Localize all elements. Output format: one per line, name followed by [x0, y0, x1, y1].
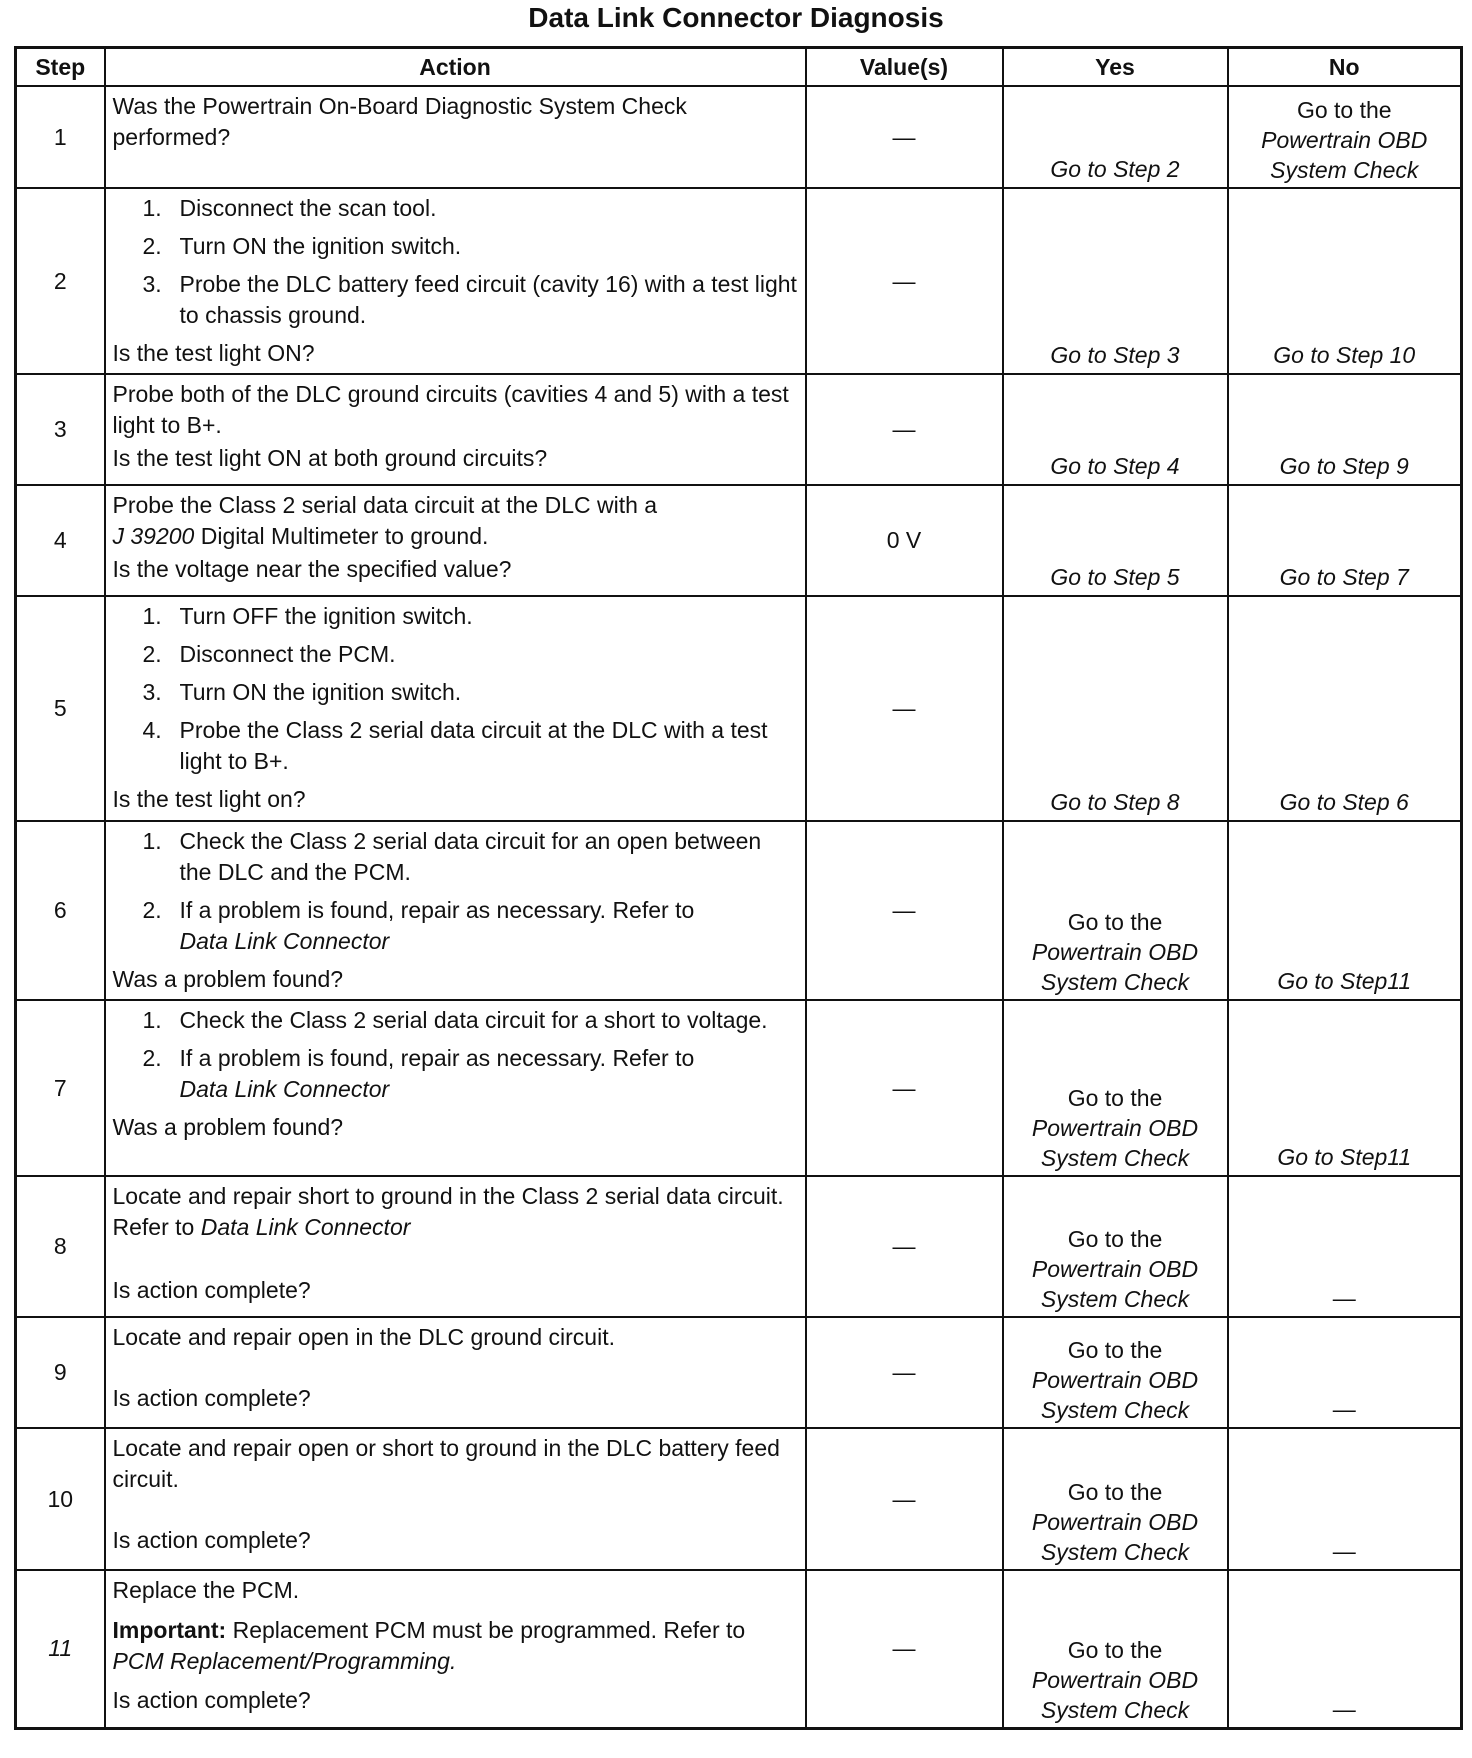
value-cell: —	[806, 596, 1003, 821]
value-cell: —	[806, 374, 1003, 485]
powertrain-obd-text: Powertrain OBD	[1031, 1367, 1199, 1393]
value-cell: 0 V	[806, 485, 1003, 596]
step-number: 6	[16, 821, 105, 1000]
important-label: Important:	[112, 1617, 227, 1643]
action-list-item: 2. Turn ON the ignition switch.	[142, 233, 462, 259]
step-number: 8	[16, 1176, 105, 1317]
action-cell	[105, 1176, 806, 1317]
step-number: 2	[16, 188, 105, 374]
reference-link: Data Link Connector	[200, 1214, 411, 1240]
action-cell	[105, 1000, 806, 1176]
header-step: Step	[16, 48, 105, 87]
table-row	[16, 188, 1462, 374]
action-question: Is the test light on?	[112, 786, 306, 812]
header-no: No	[1228, 48, 1462, 87]
step-number: 1	[16, 86, 105, 188]
system-check-text: System Check	[1040, 1145, 1190, 1171]
powertrain-obd-text: Powertrain OBD	[1031, 1256, 1199, 1282]
no-cell: —	[1228, 1570, 1462, 1728]
value-cell: —	[806, 1317, 1003, 1428]
action-text: Locate and repair open in the DLC ground circuit.	[112, 1324, 615, 1350]
action-cell	[105, 374, 806, 485]
go-to-the-text: Go to the	[1296, 97, 1392, 123]
yes-cell	[1003, 1176, 1228, 1317]
yes-cell	[1003, 821, 1228, 1000]
step-number: 9	[16, 1317, 105, 1428]
table-row	[16, 374, 1462, 485]
system-check-text: System Check	[1040, 1286, 1190, 1312]
action-cell	[105, 188, 806, 374]
powertrain-obd-text: Powertrain OBD	[1031, 1666, 1199, 1693]
action-list-item: 1. Turn OFF the ignition switch.	[142, 603, 473, 629]
action-list-item: 1. Disconnect the scan tool.	[142, 195, 437, 221]
action-cell	[105, 821, 806, 1000]
action-text: Digital Multimeter to ground.	[200, 523, 489, 549]
action-list-item: 3. Turn ON the ignition switch.	[142, 679, 462, 705]
action-cell	[105, 1428, 806, 1570]
page-title: Data Link Connector Diagnosis	[528, 2, 944, 33]
powertrain-obd-text: Powertrain OBD	[1031, 1115, 1199, 1141]
table-row	[16, 485, 1462, 596]
table-row	[16, 1428, 1462, 1570]
step-number: 5	[16, 596, 105, 821]
action-list-item: 1. Check the Class 2 serial data circuit for an open between the DLC and the PCM.	[142, 828, 762, 885]
yes-cell	[1003, 1570, 1228, 1728]
no-cell: Go to Step11	[1228, 1000, 1462, 1176]
action-text: Locate and repair open or short to ground in the DLC battery feed circuit.	[112, 1435, 780, 1492]
no-cell: —	[1228, 1317, 1462, 1428]
no-cell: Go to Step 9	[1228, 374, 1462, 485]
action-cell	[105, 485, 806, 596]
value-cell: —	[806, 821, 1003, 1000]
value-cell: —	[806, 1570, 1003, 1728]
action-list-item: 3. Probe the DLC battery feed circuit (cavity 16) with a test light to chassis ground.	[142, 271, 797, 328]
yes-cell: Go to Step 2	[1003, 86, 1228, 188]
table-row	[16, 1570, 1462, 1728]
powertrain-obd-text: Powertrain OBD	[1261, 127, 1428, 153]
action-question: Was a problem found?	[112, 966, 344, 992]
system-check-text: System Check	[1040, 1696, 1190, 1723]
yes-cell: Go to Step 5	[1003, 485, 1228, 596]
step-number: 7	[16, 1000, 105, 1176]
action-cell	[105, 1317, 806, 1428]
go-to-the-text: Go to the	[1067, 1337, 1163, 1363]
action-list-item: 2. If a problem is found, repair as necessary. Refer to Data Link Connector	[142, 1045, 695, 1102]
action-list-item: 1. Check the Class 2 serial data circuit for a short to voltage.	[142, 1007, 768, 1033]
action-question: Is action complete?	[112, 1385, 311, 1411]
value-cell: —	[806, 86, 1003, 188]
value-cell: —	[806, 1176, 1003, 1317]
no-cell: —	[1228, 1428, 1462, 1570]
action-question: Is the voltage near the specified value?	[112, 556, 512, 582]
action-cell	[105, 1570, 806, 1728]
important-text: Replacement PCM must be programmed. Refer to	[232, 1617, 746, 1643]
system-check-text: System Check	[1040, 1539, 1190, 1565]
reference-link: Data Link Connector	[179, 1076, 390, 1102]
value-cell: —	[806, 1428, 1003, 1570]
reference-link: Data Link Connector	[179, 928, 390, 954]
action-question: Is the test light ON at both ground circuits?	[112, 445, 548, 471]
table-row	[16, 821, 1462, 1000]
system-check-text: System Check	[1040, 969, 1190, 995]
no-cell: Go to Step11	[1228, 821, 1462, 1000]
no-cell: Go to Step 6	[1228, 596, 1462, 821]
step-number: 11	[16, 1570, 105, 1728]
action-list-item: 2. If a problem is found, repair as necessary. Refer to Data Link Connector	[142, 897, 695, 954]
header-values: Value(s)	[806, 48, 1003, 87]
action-text: Probe both of the DLC ground circuits (cavities 4 and 5) with a test light to B+.	[112, 381, 789, 438]
action-list-item: 2. Disconnect the PCM.	[142, 641, 396, 667]
step-number: 10	[16, 1428, 105, 1570]
reference-link: PCM Replacement/Programming.	[112, 1648, 457, 1674]
action-question: Is action complete?	[112, 1277, 311, 1303]
action-cell	[105, 596, 806, 821]
powertrain-obd-text: Powertrain OBD	[1031, 939, 1199, 965]
action-question: Is the test light ON?	[112, 340, 315, 366]
header-yes: Yes	[1003, 48, 1228, 87]
yes-cell: Go to Step 3	[1003, 188, 1228, 374]
no-cell: —	[1228, 1176, 1462, 1317]
yes-cell: Go to Step 4	[1003, 374, 1228, 485]
yes-cell: Go to Step 8	[1003, 596, 1228, 821]
go-to-the-text: Go to the	[1067, 1226, 1163, 1252]
action-question: Was a problem found?	[112, 1114, 344, 1140]
table-row	[16, 1000, 1462, 1176]
go-to-the-text: Go to the	[1067, 1636, 1163, 1663]
action-question: Is action complete?	[112, 1687, 311, 1713]
system-check-text: System Check	[1270, 157, 1419, 183]
header-action: Action	[105, 48, 806, 87]
no-cell: Go to Step 7	[1228, 485, 1462, 596]
powertrain-obd-text: Powertrain OBD	[1031, 1509, 1199, 1535]
action-cell	[105, 86, 806, 188]
step-number: 4	[16, 485, 105, 596]
table-row	[16, 1317, 1462, 1428]
table-row	[16, 1176, 1462, 1317]
value-cell: —	[806, 1000, 1003, 1176]
table-row	[16, 86, 1462, 188]
action-question: Is action complete?	[112, 1527, 311, 1553]
table-row	[16, 596, 1462, 821]
go-to-the-text: Go to the	[1067, 1479, 1163, 1505]
action-text: Locate and repair short to ground in the Class 2 serial data circuit. Refer to	[112, 1183, 784, 1240]
action-list-item: 4. Probe the Class 2 serial data circuit at the DLC with a test light to B+.	[142, 717, 768, 774]
step-number: 3	[16, 374, 105, 485]
table-header-row	[16, 48, 1462, 87]
go-to-the-text: Go to the	[1067, 909, 1163, 935]
action-text: Probe the Class 2 serial data circuit at the DLC with a	[112, 492, 658, 518]
yes-cell	[1003, 1428, 1228, 1570]
no-cell: Go to Step 10	[1228, 188, 1462, 374]
yes-cell	[1003, 1000, 1228, 1176]
go-to-the-text: Go to the	[1067, 1085, 1163, 1111]
value-cell: —	[806, 188, 1003, 374]
action-text: Was the Powertrain On-Board Diagnostic System Check performed?	[112, 93, 687, 150]
tool-reference: J 39200	[112, 523, 195, 549]
action-text: Replace the PCM.	[112, 1577, 300, 1603]
no-cell	[1228, 86, 1462, 188]
diagnosis-table	[14, 46, 1463, 1730]
yes-cell	[1003, 1317, 1228, 1428]
system-check-text: System Check	[1040, 1397, 1190, 1423]
